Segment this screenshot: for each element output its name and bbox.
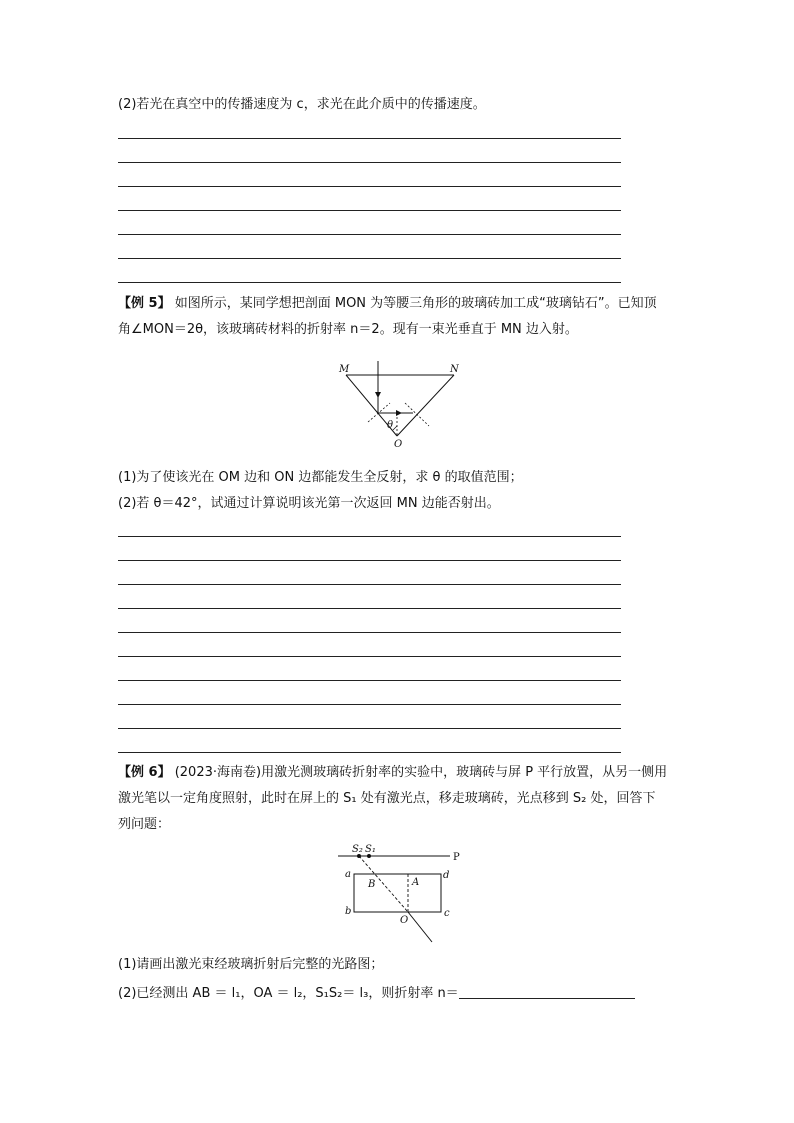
ex5-text1: 如图所示，某同学想把剖面 MON 为等腰三角形的玻璃砖加工成“玻璃钻石”。已知顶: [174, 296, 657, 311]
answer-line: [118, 584, 621, 585]
label-d: d: [443, 870, 450, 881]
ex5-part1: (1)为了使该光在 OM 边和 ON 边都能发生全反射，求 θ 的取值范围；: [118, 470, 523, 485]
label-theta: θ: [387, 420, 394, 431]
label-s2: S₂: [352, 844, 363, 855]
answer-line: [118, 536, 621, 537]
answer-line: [118, 560, 621, 561]
angle-arc: [393, 426, 397, 430]
ex6-part2-row: [118, 986, 635, 1002]
label-c: c: [444, 908, 450, 919]
label-s1: S₁: [365, 844, 376, 855]
answer-line: [118, 704, 621, 705]
answer-line: [118, 608, 621, 609]
ex6-glass-figure: [330, 840, 470, 945]
ex5-prism-figure: [330, 358, 470, 453]
label-o: O: [400, 915, 409, 926]
ex6-text1: (2023·海南卷)用激光测玻璃砖折射率的实验中，玻璃砖与屏 P 平行放置，从另一侧用: [174, 765, 668, 780]
label-a-upper: A: [412, 877, 420, 888]
label-p: P: [453, 852, 460, 863]
ex6-line1: [118, 765, 667, 781]
answer-line: [118, 162, 621, 163]
ex6-part1: (1)请画出激光束经玻璃折射后完整的光路图；: [118, 957, 384, 972]
laser-ray: [408, 912, 432, 942]
arrow-down-icon: [375, 392, 381, 398]
ex6-line3: 列问题：: [118, 817, 171, 832]
ex5-tag: 【例 5】: [118, 296, 171, 311]
label-m: M: [339, 364, 350, 375]
label-a-lower: a: [345, 869, 351, 880]
answer-line: [118, 186, 621, 187]
normal-line-right: [405, 403, 429, 426]
label-n: N: [450, 364, 459, 375]
q4-part2: (2)若光在真空中的传播速度为 c，求光在此介质中的传播速度。: [118, 97, 486, 112]
label-b-lower: b: [345, 906, 352, 917]
answer-line: [118, 728, 621, 729]
label-o: O: [394, 439, 403, 450]
dashed-path: [359, 856, 408, 912]
answer-line: [118, 258, 621, 259]
ex6-line2: 激光笔以一定角度照射，此时在屏上的 S₁ 处有激光点，移走玻璃砖，光点移到 S₂ 处，回答下: [118, 791, 656, 806]
answer-line: [118, 632, 621, 633]
edge-on: [397, 375, 454, 436]
answer-line: [118, 210, 621, 211]
ex5-line2: 角∠MON＝2θ，该玻璃砖材料的折射率 n＝2。现有一束光垂直于 MN 边入射。: [118, 322, 578, 337]
ex6-part2: (2)已经测出 AB ＝ l₁，OA ＝ l₂，S₁S₂＝ l₃，则折射率 n＝: [118, 986, 459, 1001]
ex5-part2: (2)若 θ＝42°，试通过计算说明该光第一次返回 MN 边能否射出。: [118, 496, 500, 511]
answer-line: [118, 656, 621, 657]
label-b-upper: B: [368, 879, 376, 890]
answer-line: [118, 752, 621, 753]
ex5-line1: [118, 296, 657, 312]
answer-line: [118, 234, 621, 235]
answer-line: [118, 138, 621, 139]
answer-blank: [459, 986, 635, 999]
answer-line: [118, 680, 621, 681]
ex6-tag: 【例 6】: [118, 765, 171, 780]
answer-line: [118, 282, 621, 283]
